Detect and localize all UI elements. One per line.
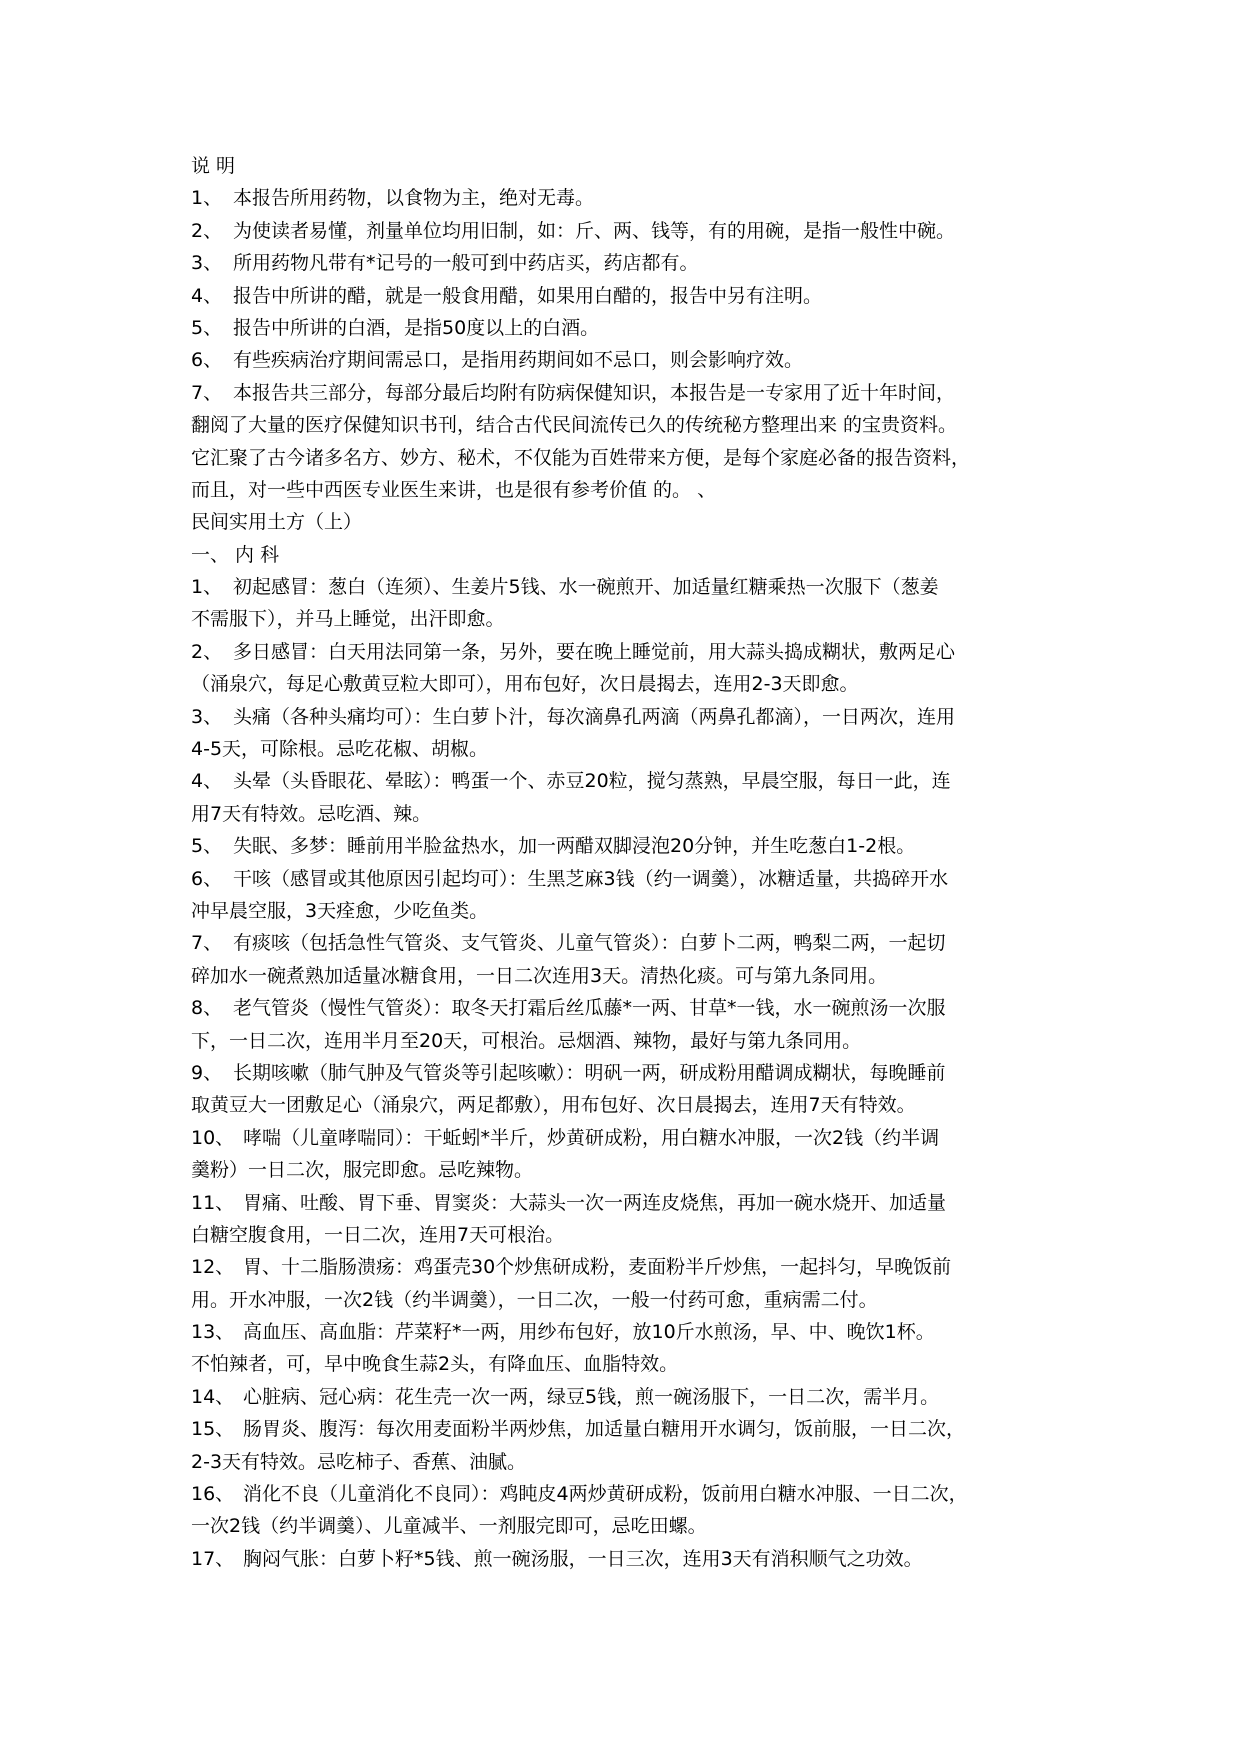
recipe-item bbox=[191, 701, 1091, 766]
recipe-item-line bbox=[191, 1381, 1091, 1413]
recipe-item-line bbox=[191, 927, 1091, 959]
recipe-item bbox=[191, 1381, 1091, 1413]
recipe-item-number: 11、 bbox=[191, 1191, 235, 1214]
recipe-item-number: 14、 bbox=[191, 1385, 235, 1408]
intro-item-text: 本报告共三部分，每部分最后均附有防病保健知识，本报告是一专家用了近十年时间， bbox=[233, 381, 956, 404]
recipe-item-text: 干咳（感冒或其他原因引起均可）：生黑芝麻3钱（约一调羹），冰糖适量，共捣碎开水 bbox=[233, 867, 949, 890]
intro-item bbox=[191, 280, 1091, 312]
recipe-item-number: 9、 bbox=[191, 1061, 223, 1084]
recipe-item-line bbox=[191, 798, 1091, 830]
recipe-item-text: 用7天有特效。忌吃酒、辣。 bbox=[191, 802, 432, 825]
recipe-item-line bbox=[191, 1025, 1091, 1057]
intro-item-number: 1、 bbox=[191, 187, 223, 210]
recipe-item-line bbox=[191, 830, 1091, 862]
recipe-item bbox=[191, 1122, 1091, 1187]
recipe-list bbox=[191, 571, 1091, 1575]
recipe-item-line bbox=[191, 636, 1091, 668]
intro-item-text: 所用药物凡带有*记号的一般可到中药店买，药店都有。 bbox=[233, 252, 699, 275]
intro-item-text: 为使读者易懂，剂量单位均用旧制，如：斤、两、钱等，有的用碗，是指一般性中碗。 bbox=[233, 219, 956, 242]
intro-item-text: 报告中所讲的醋，就是一般食用醋，如果用白醋的，报告中另有注明。 bbox=[233, 284, 823, 307]
intro-item bbox=[191, 215, 1091, 247]
recipe-item-text: 胸闷气胀：白萝卜籽*5钱、煎一碗汤服，一日三次，连用3天有消积顺气之功效。 bbox=[243, 1547, 923, 1570]
recipe-item-line bbox=[191, 701, 1091, 733]
recipe-item-text: 老气管炎（慢性气管炎）：取冬天打霜后丝瓜藤*一两、甘草*一钱，水一碗煎汤一次服 bbox=[233, 997, 946, 1020]
recipe-item-text: 哮喘（儿童哮喘同）：干蚯蚓*半斤，炒黄研成粉，用白糖水冲服，一次2钱（约半调 bbox=[243, 1126, 940, 1149]
recipe-item-text: 白糖空腹食用，一日二次，连用7天可根治。 bbox=[191, 1223, 565, 1246]
recipe-item-number: 3、 bbox=[191, 705, 223, 728]
intro-item bbox=[191, 377, 1091, 507]
recipe-item-text: 头痛（各种头痛均可）：生白萝卜汁，每次滴鼻孔两滴（两鼻孔都滴），一日两次，连用 bbox=[233, 705, 956, 728]
recipe-item-line bbox=[191, 1510, 1091, 1542]
recipe-item-text: 用。开水冲服，一次2钱（约半调羹），一日二次，一般一付药可愈，重病需二付。 bbox=[191, 1288, 878, 1311]
intro-item bbox=[191, 182, 1091, 214]
recipe-item-line bbox=[191, 1154, 1091, 1186]
recipe-item-line bbox=[191, 733, 1091, 765]
intro-item-line bbox=[191, 312, 1091, 344]
recipe-item bbox=[191, 1187, 1091, 1252]
intro-item bbox=[191, 344, 1091, 376]
intro-item-line bbox=[191, 409, 1091, 441]
intro-item-line bbox=[191, 280, 1091, 312]
recipe-item bbox=[191, 1413, 1091, 1478]
recipe-item bbox=[191, 1316, 1091, 1381]
recipe-item-line bbox=[191, 1187, 1091, 1219]
recipe-item-line bbox=[191, 1543, 1091, 1575]
intro-item-line bbox=[191, 442, 1091, 474]
recipe-item-line bbox=[191, 1348, 1091, 1380]
intro-item-line bbox=[191, 377, 1091, 409]
intro-item-text: 有些疾病治疗期间需忌口，是指用药期间如不忌口，则会影响疗效。 bbox=[233, 349, 804, 372]
recipe-item bbox=[191, 765, 1091, 830]
intro-list bbox=[191, 182, 1091, 506]
recipe-item-number: 7、 bbox=[191, 932, 223, 955]
recipe-item bbox=[191, 830, 1091, 862]
recipe-item-line bbox=[191, 992, 1091, 1024]
recipe-item bbox=[191, 1478, 1091, 1543]
intro-item-text: 而且，对一些中西医专业医生来讲，也是很有参考价值 的。 、 bbox=[191, 478, 717, 501]
recipe-item-text: 头晕（头昏眼花、晕眩）：鸭蛋一个、赤豆20粒，搅匀蒸熟，早晨空服，每日一此，连 bbox=[233, 770, 951, 793]
recipe-item bbox=[191, 636, 1091, 701]
intro-item-number: 7、 bbox=[191, 381, 223, 404]
recipe-item-number: 6、 bbox=[191, 867, 223, 890]
intro-item-number: 6、 bbox=[191, 349, 223, 372]
recipe-item-text: 高血压、高血脂：芹菜籽*一两，用纱布包好，放10斤水煎汤，早、中、晚饮1杯。 bbox=[243, 1321, 935, 1344]
section-subtitle: 一、 内 科 bbox=[191, 543, 280, 566]
recipe-item-number: 5、 bbox=[191, 835, 223, 858]
recipe-item-line bbox=[191, 1446, 1091, 1478]
intro-item-line bbox=[191, 182, 1091, 214]
recipe-item-number: 17、 bbox=[191, 1547, 235, 1570]
intro-item bbox=[191, 312, 1091, 344]
recipe-item bbox=[191, 992, 1091, 1057]
recipe-item bbox=[191, 1057, 1091, 1122]
recipe-item-text: 冲早晨空服，3天痊愈，少吃鱼类。 bbox=[191, 899, 489, 922]
recipe-item-text: 胃、十二脂肠溃疡：鸡蛋壳30个炒焦研成粉，麦面粉半斤炒焦，一起抖匀，早晚饭前 bbox=[243, 1256, 952, 1279]
recipe-item-text: （涌泉穴，每足心敷黄豆粒大即可），用布包好，次日晨揭去，连用2-3天即愈。 bbox=[191, 673, 859, 696]
recipe-item-text: 4-5天，可除根。忌吃花椒、胡椒。 bbox=[191, 738, 489, 761]
recipe-item-number: 13、 bbox=[191, 1321, 235, 1344]
recipe-item-number: 15、 bbox=[191, 1418, 235, 1441]
recipe-item-line bbox=[191, 668, 1091, 700]
intro-item-text: 翻阅了大量的医疗保健知识书刊，结合古代民间流传已久的传统秘方整理出来 的宝贵资料。 bbox=[191, 414, 958, 437]
recipe-item-text: 肠胃炎、腹泻：每次用麦面粉半两炒焦，加适量白糖用开水调匀，饭前服，一日二次， bbox=[243, 1418, 966, 1441]
recipe-item-line bbox=[191, 1478, 1091, 1510]
intro-item-line bbox=[191, 247, 1091, 279]
intro-item-text: 报告中所讲的白酒，是指50度以上的白酒。 bbox=[233, 316, 600, 339]
recipe-item-line bbox=[191, 960, 1091, 992]
recipe-item bbox=[191, 863, 1091, 928]
recipe-item-line bbox=[191, 1122, 1091, 1154]
recipe-item-text: 胃痛、吐酸、胃下垂、胃窦炎：大蒜头一次一两连皮烧焦，再加一碗水烧开、加适量 bbox=[243, 1191, 947, 1214]
recipe-item-line bbox=[191, 1413, 1091, 1445]
recipe-item-line bbox=[191, 1219, 1091, 1251]
recipe-item-number: 8、 bbox=[191, 997, 223, 1020]
recipe-item-line bbox=[191, 863, 1091, 895]
intro-item-text: 它汇聚了古今诸多名方、妙方、秘术，不仅能为百姓带来方便，是每个家庭必备的报告资料， bbox=[191, 446, 971, 469]
recipe-item-text: 碎加水一碗煮熟加适量冰糖食用，一日二次连用3天。清热化痰。可与第九条同用。 bbox=[191, 964, 888, 987]
recipe-item-text: 长期咳嗽（肺气肿及气管炎等引起咳嗽）：明矾一两，研成粉用醋调成糊状，每晚睡前 bbox=[233, 1061, 946, 1084]
recipe-item-number: 4、 bbox=[191, 770, 223, 793]
intro-item-number: 4、 bbox=[191, 284, 223, 307]
intro-title: 说 明 bbox=[191, 155, 236, 177]
intro-item-number: 2、 bbox=[191, 219, 223, 242]
intro-item-number: 5、 bbox=[191, 316, 223, 339]
recipe-item bbox=[191, 1543, 1091, 1575]
recipe-item-line bbox=[191, 1284, 1091, 1316]
recipe-item bbox=[191, 571, 1091, 636]
recipe-item-text: 心脏病、冠心病：花生壳一次一两，绿豆5钱，煎一碗汤服下，一日二次，需半月。 bbox=[243, 1385, 940, 1408]
intro-item-line bbox=[191, 344, 1091, 376]
intro-item-text: 本报告所用药物，以食物为主，绝对无毒。 bbox=[233, 187, 595, 210]
recipe-item-text: 下，一日二次，连用半月至20天，可根治。忌烟酒、辣物，最好与第九条同用。 bbox=[191, 1029, 862, 1052]
recipe-item-number: 16、 bbox=[191, 1483, 235, 1506]
recipe-item-text: 取黄豆大一团敷足心（涌泉穴，两足都敷），用布包好、次日晨揭去，连用7天有特效。 bbox=[191, 1094, 916, 1117]
recipe-item-line bbox=[191, 1251, 1091, 1283]
recipe-item-line bbox=[191, 1316, 1091, 1348]
section-title: 民间实用土方（上） bbox=[191, 511, 363, 534]
recipe-item-number: 1、 bbox=[191, 576, 223, 599]
recipe-item-text: 不需服下），并马上睡觉，出汗即愈。 bbox=[191, 608, 505, 631]
recipe-item bbox=[191, 1251, 1091, 1316]
recipe-item-line bbox=[191, 1057, 1091, 1089]
recipe-item-line bbox=[191, 571, 1091, 603]
recipe-item-text: 消化不良（儿童消化不良同）：鸡盹皮4两炒黄研成粉，饭前用白糖水冲服、一日二次， bbox=[243, 1483, 968, 1506]
recipe-item-number: 12、 bbox=[191, 1256, 235, 1279]
intro-item bbox=[191, 247, 1091, 279]
recipe-item-line bbox=[191, 603, 1091, 635]
recipe-item-line bbox=[191, 895, 1091, 927]
recipe-item-text: 有痰咳（包括急性气管炎、支气管炎、儿童气管炎）：白萝卜二两，鸭梨二两，一起切 bbox=[233, 932, 946, 955]
recipe-item-text: 失眠、多梦：睡前用半脸盆热水，加一两醋双脚浸泡20分钟，并生吃葱白1-2根。 bbox=[233, 835, 916, 858]
recipe-item-text: 多日感冒：白天用法同第一条，另外，要在晚上睡觉前，用大蒜头捣成糊状，敷两足心 bbox=[233, 640, 956, 663]
recipe-item-text: 2-3天有特效。忌吃柿子、香蕉、油腻。 bbox=[191, 1450, 527, 1473]
recipe-item-number: 10、 bbox=[191, 1126, 235, 1149]
recipe-item-line bbox=[191, 765, 1091, 797]
recipe-item bbox=[191, 927, 1091, 992]
intro-item-line bbox=[191, 474, 1091, 506]
recipe-item-text: 羹粉）一日二次，服完即愈。忌吃辣物。 bbox=[191, 1159, 534, 1182]
intro-item-number: 3、 bbox=[191, 252, 223, 275]
recipe-item-text: 初起感冒：葱白（连须）、生姜片5钱、水一碗煎开、加适量红糖乘热一次服下（葱姜 bbox=[233, 576, 939, 599]
recipe-item-text: 一次2钱（约半调羹）、儿童减半、一剂服完即可，忌吃田螺。 bbox=[191, 1515, 707, 1538]
recipe-item-number: 2、 bbox=[191, 640, 223, 663]
intro-item-line bbox=[191, 215, 1091, 247]
recipe-item-line bbox=[191, 1089, 1091, 1121]
recipe-item-text: 不怕辣者，可，早中晚食生蒜2头，有降血压、血脂特效。 bbox=[191, 1353, 679, 1376]
